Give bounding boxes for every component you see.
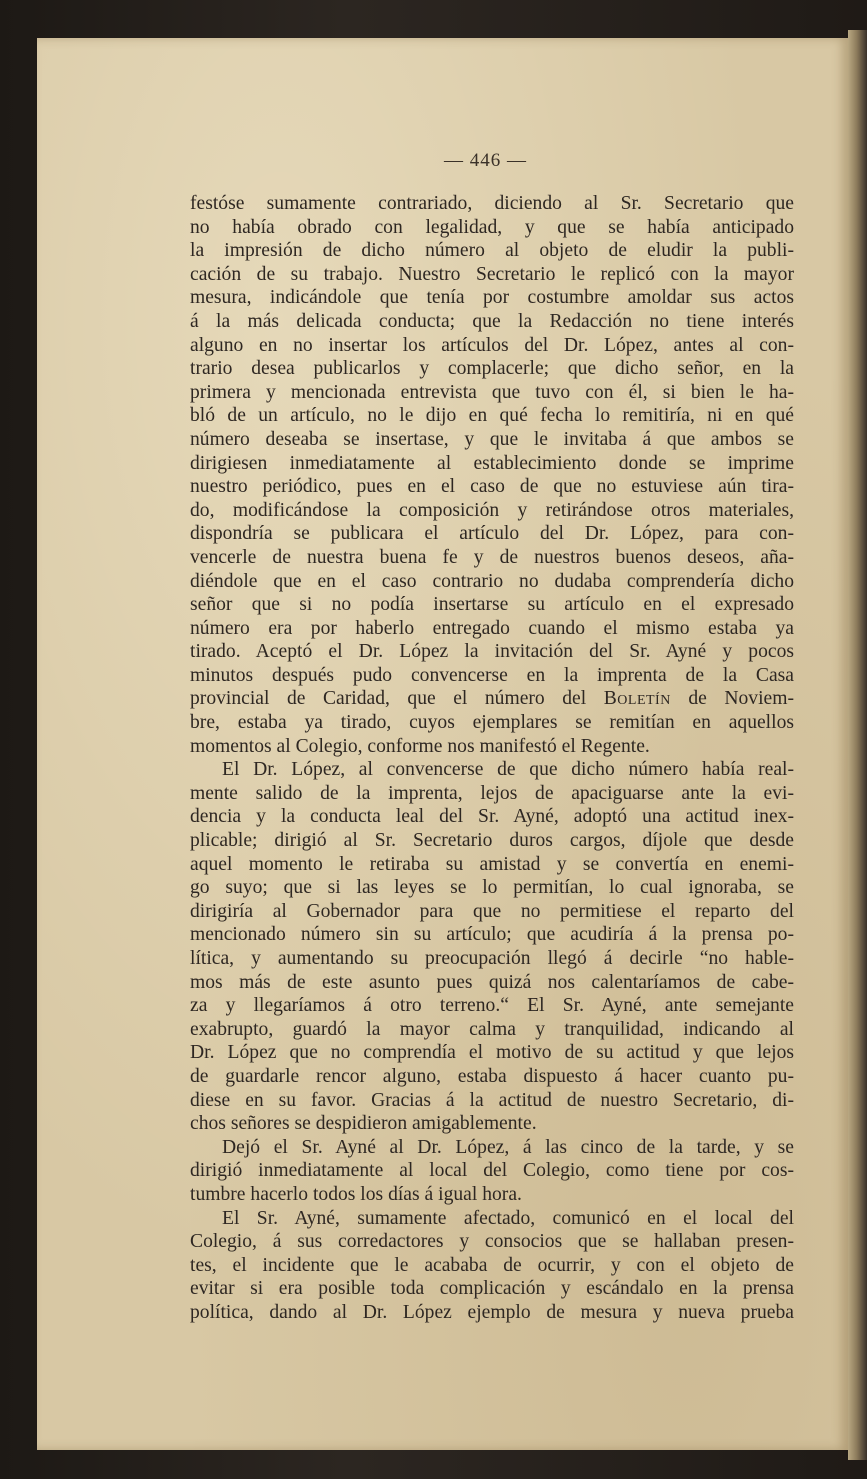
text-line-continuation: de Noviem-: [670, 688, 795, 710]
page-edge: [848, 30, 867, 1460]
text-line-content: tes, el incidente que le acababa de ocurrir, y con el objeto de: [190, 1254, 794, 1276]
text-line-content: do, modificándose la composición y retirándose otros materiales,: [190, 499, 794, 521]
text-line-content: provincial de Caridad, que el número del: [190, 688, 587, 710]
text-line-content: alguno en no insertar los artículos del Dr. López, antes al con-: [190, 334, 794, 356]
text-line: [190, 994, 794, 1018]
text-line-content: vencerle de nuestra buena fe y de nuestros buenos deseos, aña-: [190, 546, 794, 568]
text-line: [190, 805, 794, 829]
text-line: [190, 593, 794, 617]
text-line-content: dencia y la conducta leal del Sr. Ayné, adoptó una actitud inex-: [190, 806, 794, 828]
text-line-content: la impresión de dicho número al objeto de eludir la publi-: [190, 240, 794, 262]
text-line: [190, 1112, 794, 1136]
text-line: [190, 1136, 794, 1160]
small-caps-word: Boletín: [603, 688, 671, 710]
text-line-content: mos más de este asunto pues quizá nos calentaríamos de cabe-: [190, 971, 794, 993]
text-line-content: dirigió inmediatamente al local del Colegio, como tiene por cos-: [190, 1160, 794, 1182]
text-line-content: bre, estaba ya tirado, cuyos ejemplares se remitían en aquellos: [190, 712, 794, 734]
text-line-content: señor que si no podía insertarse su artículo en el expresado: [190, 594, 794, 616]
text-line: [190, 711, 794, 735]
text-line-content: aquel momento le retiraba su amistad y se convertía en enemi-: [190, 853, 794, 875]
text-line: [190, 900, 794, 924]
text-line-content: primera y mencionada entrevista que tuvo con él, si bien le ha-: [190, 381, 794, 403]
text-line: [190, 475, 794, 499]
text-line: [190, 664, 794, 688]
text-line: [190, 1018, 794, 1042]
text-line: [190, 947, 794, 971]
text-line: [190, 617, 794, 641]
text-line: [190, 971, 794, 995]
text-line: [190, 334, 794, 358]
text-line-content: número deseaba se insertase, y que le invitaba á que ambos se: [190, 428, 794, 450]
text-line: [190, 1277, 794, 1301]
text-line-content: trario desea publicarlos y complacerle; que dicho señor, en la: [190, 358, 794, 380]
text-line-content: dirigiesen inmediatamente al establecimiento donde se imprime: [190, 452, 794, 474]
text-line-content: chos señores se despidieron amigablemente.: [190, 1113, 537, 1135]
text-line-content: nuestro periódico, pues en el caso de que no estuviese aún tira-: [190, 476, 794, 498]
text-line-content: lítica, y aumentando su preocupación llegó á decirle “no hable-: [190, 948, 794, 969]
text-line-content: exabrupto, guardó la mayor calma y tranquilidad, indicando al: [190, 1018, 794, 1040]
text-line-content: de guardarle rencor alguno, estaba dispuesto á hacer cuanto pu-: [190, 1065, 794, 1087]
text-line-content: minutos después pudo convencerse en la imprenta de la Casa: [190, 664, 794, 686]
text-line-content: Colegio, á sus corredactores y consocios que se hallaban presen-: [190, 1231, 794, 1253]
text-line-content: El Sr. Ayné, sumamente afectado, comunicó en el local del: [222, 1207, 794, 1229]
text-line: [190, 452, 794, 476]
text-line-content: mente salido de la imprenta, lejos de apaciguarse ante la evi-: [190, 782, 794, 804]
text-line-content: go suyo; que si las leyes se lo permitían, lo cual ignoraba, se: [190, 877, 794, 899]
text-line-content: diéndole que en el caso contrario no dudaba comprendería dicho: [190, 570, 794, 592]
text-line-content: número era por haberlo entregado cuando el mismo estaba ya: [190, 617, 794, 639]
text-line-content: diese en su favor. Gracias á la actitud de nuestro Secretario, di-: [190, 1089, 794, 1111]
text-line-content: mesura, indicándole que tenía por costumbre amoldar sus actos: [190, 287, 794, 309]
text-line: [190, 546, 794, 570]
text-line-content: za y llegaríamos á otro terreno.“ El Sr. Ayné, ante semejante: [190, 995, 794, 1017]
text-line-content: dispondría se publicara el artículo del Dr. López, para con-: [190, 523, 794, 545]
text-line: [190, 570, 794, 594]
text-line: [190, 876, 794, 900]
text-line-content: á la más delicada conducta; que la Redacción no tiene interés: [190, 310, 794, 332]
text-line: [190, 1301, 794, 1325]
text-line: [190, 1041, 794, 1065]
text-line-content: bló de un artículo, no le dijo en qué fecha lo remitiría, ni en qué: [190, 405, 794, 427]
text-line: [190, 239, 794, 263]
text-line: [190, 1089, 794, 1113]
body-text: [190, 192, 794, 1325]
text-line-content: política, dando al Dr. López ejemplo de mesura y nueva prueba: [190, 1301, 794, 1323]
text-line-content: El Dr. López, al convencerse de que dicho número había real-: [222, 759, 794, 781]
text-line: [190, 687, 794, 711]
text-line: [190, 640, 794, 664]
text-line: [190, 1065, 794, 1089]
text-line-content: Dr. López que no comprendía el motivo de su actitud y que lejos: [190, 1042, 794, 1064]
text-line: [190, 735, 794, 759]
text-line: [190, 829, 794, 853]
text-line-content: dirigiría al Gobernador para que no permitiese el reparto del: [190, 900, 794, 922]
text-line-content: momentos al Colegio, conforme nos manifestó el Regente.: [190, 735, 650, 757]
text-line: [190, 216, 794, 240]
text-line: [190, 1159, 794, 1183]
text-line-content: tirado. Aceptó el Dr. López la invitación del Sr. Ayné y pocos: [190, 641, 794, 663]
text-line: [190, 499, 794, 523]
text-line: [190, 310, 794, 334]
text-line: [190, 428, 794, 452]
text-line: [190, 1230, 794, 1254]
text-line: [190, 522, 794, 546]
text-line: [190, 923, 794, 947]
text-line: [190, 1207, 794, 1231]
text-line: [190, 1254, 794, 1278]
text-line: [190, 782, 794, 806]
text-line: [190, 381, 794, 405]
text-line-content: festóse sumamente contrariado, diciendo al Sr. Secretario que: [190, 193, 794, 214]
page-number: — 446 —: [444, 150, 527, 171]
text-line-content: tumbre hacerlo todos los días á igual hora.: [190, 1183, 522, 1205]
text-line-content: no había obrado con legalidad, y que se había anticipado: [190, 216, 794, 238]
text-line: [190, 404, 794, 428]
text-line: [190, 357, 794, 381]
text-line-content: Dejó el Sr. Ayné al Dr. López, á las cinco de la tarde, y se: [222, 1136, 794, 1158]
text-line: [190, 263, 794, 287]
text-line: [190, 286, 794, 310]
text-line: [190, 1183, 794, 1207]
text-line-content: cación de su trabajo. Nuestro Secretario le replicó con la mayor: [190, 263, 794, 285]
text-line-content: evitar si era posible toda complicación y escándalo en la prensa: [190, 1278, 794, 1300]
text-line-content: plicable; dirigió al Sr. Secretario duros cargos, díjole que desde: [190, 830, 794, 852]
text-line: [190, 192, 794, 216]
text-line-content: mencionado número sin su artículo; que acudiría á la prensa po-: [190, 924, 794, 946]
text-line: [190, 758, 794, 782]
text-line: [190, 853, 794, 877]
